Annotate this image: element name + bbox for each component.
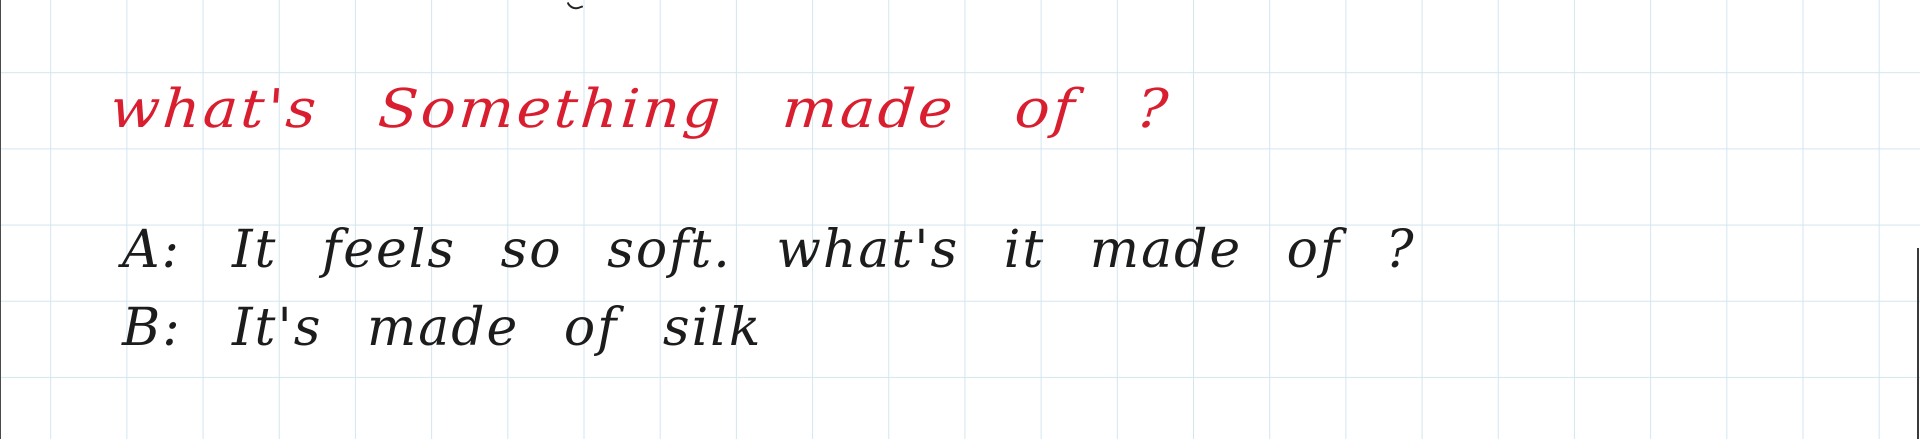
page-left-edge xyxy=(0,0,1,439)
speaker-label-b: B: xyxy=(122,298,182,358)
dialogue-text-a: It feels so soft. what's it made of ? xyxy=(232,220,1416,280)
speaker-label-a: A: xyxy=(122,220,182,280)
page-right-edge xyxy=(1917,248,1919,439)
handwritten-question: what's Something made of ? xyxy=(108,77,1174,140)
dialogue-text-b: It's made of silk xyxy=(232,298,763,358)
dialogue-line-a xyxy=(122,220,1416,280)
stray-ink-stroke xyxy=(567,0,584,12)
dialogue-line-b xyxy=(122,298,762,358)
